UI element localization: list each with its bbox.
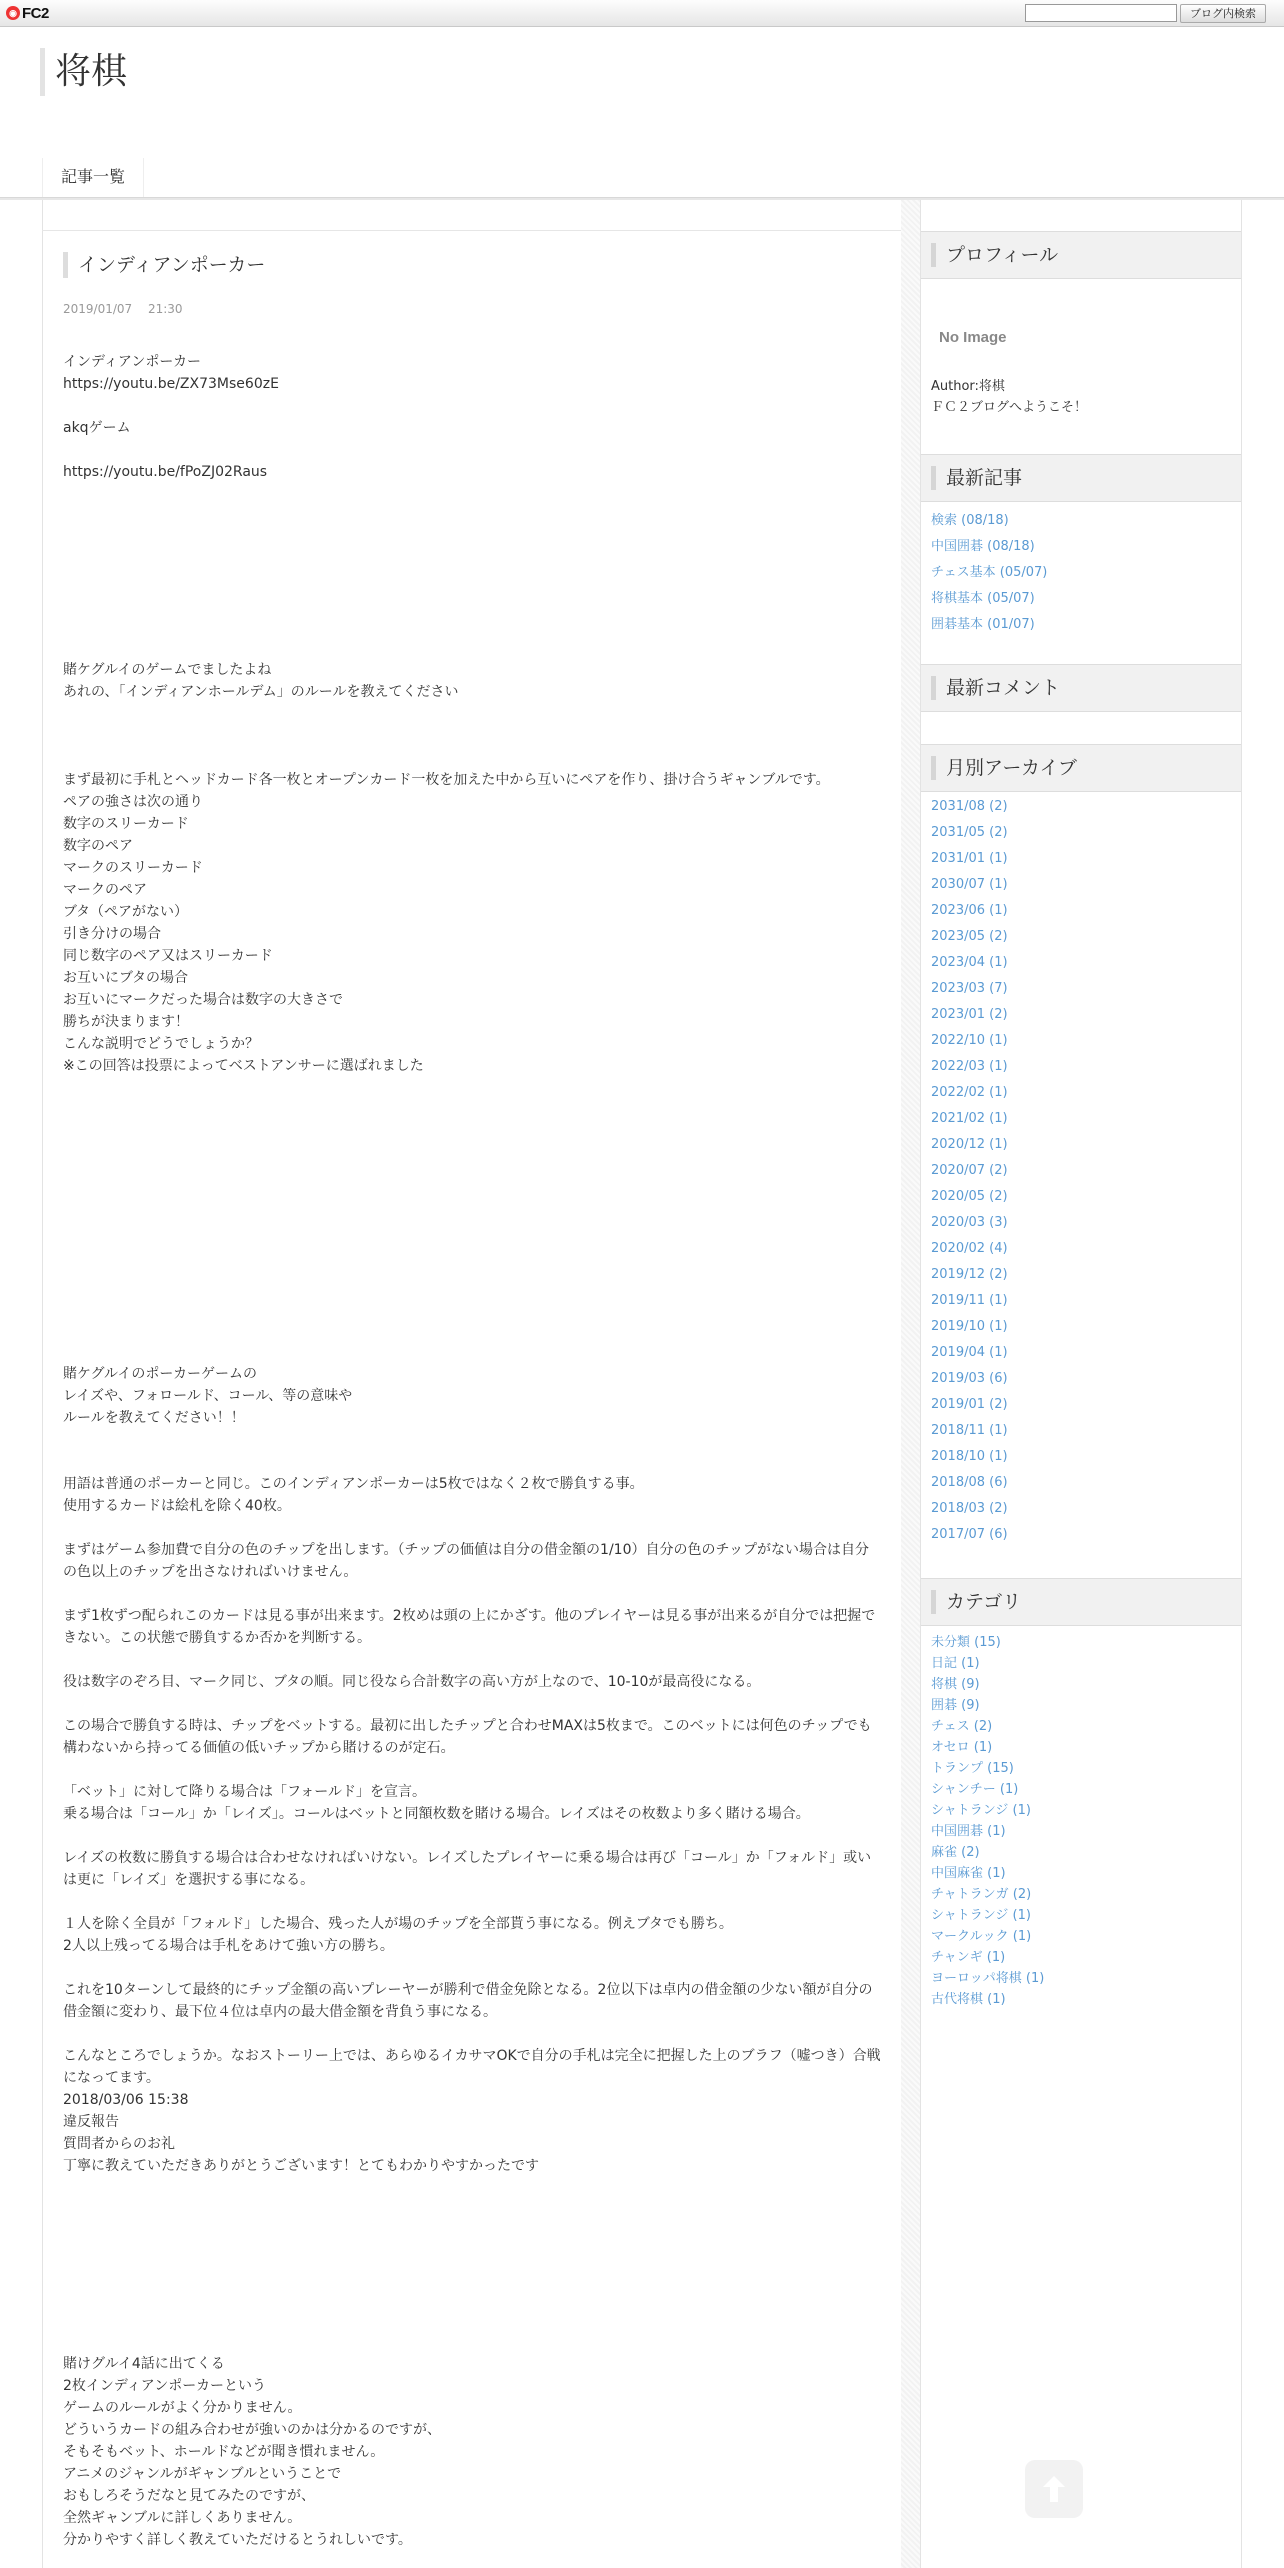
archive-link[interactable]: 2030/07 (1) [931,877,1008,892]
plugin-header [921,454,1241,502]
fc2-logo-text: FC2 [22,4,49,22]
arrow-up-icon [1037,2472,1071,2506]
category-link[interactable]: 中国麻雀 (1) [931,1866,1006,1881]
fc2-logo-icon: ◉ [6,6,20,20]
profile-no-image: No Image [939,329,1007,346]
archive-link[interactable]: 2020/12 (1) [931,1137,1008,1152]
plugin-title-profile: プロフィール [931,243,1058,267]
plugin-categories [921,1578,1241,2018]
entry-date: 2019/01/07 21:30 [63,302,183,316]
scroll-to-top-button[interactable] [1025,2460,1083,2518]
category-link[interactable]: シャトランジ (1) [931,1803,1031,1818]
category-link[interactable]: 囲碁 (9) [931,1698,980,1713]
archive-link[interactable]: 2023/05 (2) [931,929,1008,944]
category-link[interactable]: ヨーロッパ将棋 (1) [931,1971,1045,1986]
recent-entry-link[interactable]: 検索 (08/18) [931,513,1009,528]
plugin-monthly-archives [921,744,1241,1556]
category-link[interactable]: シャトランジ (1) [931,1908,1031,1923]
category-link[interactable]: 麻雀 (2) [931,1845,980,1860]
site-title[interactable]: 将棋 [40,48,127,96]
archive-link[interactable]: 2022/03 (1) [931,1059,1008,1074]
category-link[interactable]: オセロ (1) [931,1740,993,1755]
archive-link[interactable]: 2020/05 (2) [931,1189,1008,1204]
category-link[interactable]: 日記 (1) [931,1656,980,1671]
archive-link[interactable]: 2019/11 (1) [931,1293,1008,1308]
category-link[interactable]: シャンチー (1) [931,1782,1019,1797]
profile-greeting: ＦＣ２ブログへようこそ！ [931,400,1088,415]
column-gutter [901,200,920,2568]
archive-link[interactable]: 2031/01 (1) [931,851,1008,866]
plugin-recent-comments [921,664,1241,730]
category-link[interactable]: チャンギ (1) [931,1950,1006,1965]
category-link[interactable]: チャトランガ (2) [931,1887,1032,1902]
archive-link[interactable]: 2018/10 (1) [931,1449,1008,1464]
archive-link[interactable]: 2019/04 (1) [931,1345,1008,1360]
archive-link[interactable]: 2017/07 (6) [931,1527,1008,1542]
archive-link[interactable]: 2031/08 (2) [931,799,1008,814]
plugin-header [921,1578,1241,1626]
recent-entry-link[interactable]: 中国囲碁 (08/18) [931,539,1035,554]
plugin-profile [921,231,1241,444]
category-link[interactable]: 古代将棋 (1) [931,1992,1006,2007]
entry-title[interactable]: インディアンポーカー [63,252,265,278]
archive-link[interactable]: 2023/04 (1) [931,955,1008,970]
recent-entry-link[interactable]: 囲碁基本 (01/07) [931,617,1035,632]
archive-link[interactable]: 2019/03 (6) [931,1371,1008,1386]
archive-link[interactable]: 2031/05 (2) [931,825,1008,840]
archive-link[interactable]: 2023/01 (2) [931,1007,1008,1022]
archive-link[interactable]: 2021/02 (1) [931,1111,1008,1126]
global-nav [42,158,144,198]
profile-author: Author:将棋 [931,379,1005,394]
category-link[interactable]: 未分類 (15) [931,1635,1001,1650]
archive-link[interactable]: 2022/10 (1) [931,1033,1008,1048]
plugin-header [921,231,1241,279]
archive-link[interactable]: 2023/06 (1) [931,903,1008,918]
category-link[interactable]: マークルック (1) [931,1929,1032,1944]
archive-link[interactable]: 2019/10 (1) [931,1319,1008,1334]
plugin-title-categories: カテゴリ [931,1590,1021,1614]
main-column-top-divider [42,230,902,231]
archive-link[interactable]: 2018/03 (2) [931,1501,1008,1516]
plugin-title-comments: 最新コメント [931,676,1060,700]
entry-body: インディアンポーカー https://youtu.be/ZX73Mse60zE akqゲーム https://youtu.be/fPoZJ02Raus 賭ケグルイのゲームでましたよね あれの、「インディアンホールデム」のルールを教えてください まず最初に手札とヘッドカード各一枚とオープンカード一枚を加えた中から互いにペアを作り、掛け合うギャンブルです。 ペアの強さは次の通り 数字のスリーカード 数字のペア マークのスリーカード マークのペア ブタ（ペアがない） 引き分けの場合 同じ数字のペア又はスリーカード お互いにブタの場合 お互いにマークだった場合は数字の大きさで 勝ちが決まります！ こんな説明でどうでしょうか？ ※この回答は投票によってベストアンサーに選ばれました 賭ケグルイのポーカーゲームの レイズや、フォロールド、コール、等の意味や ルールを教えてください！！ 用語は普通のポーカーと同じ。このインディアンポーカーは5枚ではなく２枚で勝負する事。 使用するカードは絵札を除く40枚。 まずはゲーム参加費で自分の色のチップを出します。（チップの価値は自分の借金額の1/10）自分の色のチップがない場合は自分の色以上のチップを出さなければいけません。 まず1枚ずつ配られこのカードは見る事が出来ます。2枚めは頭の上にかざす。他のプレイヤーは見る事が出来るが自分では把握できない。この状態で勝負するか否かを判断する。 役は数字のぞろ目、マーク同じ、ブタの順。同じ役なら合計数字の高い方が上なので、10-10が最高役になる。 この場合で勝負する時は、チップをベットする。最初に出したチップと合わせMAXは5枚まで。このベットには何色のチップでも構わないから持ってる価値の低いチップから賭けるのが定石。 「ベット」に対して降りる場合は「フォールド」を宣言。 乗る場合は「コール」か「レイズ」。コールはベットと同額枚数を賭ける場合。レイズはその枚数より多く賭ける場合。 レイズの枚数に勝負する場合は合わせなければいけない。レイズしたプレイヤーに乗る場合は再び「コール」か「フォルド」或いは更に「レイズ」を選択する事になる。 １人を除く全員が「フォルド」した場合、残った人が場のチップを全部貰う事になる。例えブタでも勝ち。 2人以上残ってる場合は手札をあけて強い方の勝ち。 これを10ターンして最終的にチップ金額の高いプレーヤーが勝利で借金免除となる。2位以下は卓内の借金額の少ない額が自分の借金額に変わり、最下位４位は卓内の最大借金額を背負う事になる。 こんなところでしょうか。なおストーリー上では、あらゆるイカサマOKで自分の手札は完全に把握した上のブラフ（嘘つき）合戦になってます。 2018/03/06 15:38 違反報告 質問者からのお礼 丁寧に教えていただきありがとうございます！とてもわかりやすかったです 賭けグルイ4話に出てくる 2枚インディアンポーカーという ゲームのルールがよく分かりません。 どういうカードの組み合わせが強いのかは分かるのですが、 そもそもベット、ホールドなどが聞き慣れません。 アニメのジャンルがギャンブルということで おもしろそうだなと見てみたのですが、 全然ギャンブルに詳しくありません。 分かりやすく詳しく教えていただけるとうれしいです。 [63,354,881,2548]
archive-link[interactable]: 2020/02 (4) [931,1241,1008,1256]
plugin-header [921,744,1241,792]
archive-link[interactable]: 2020/07 (2) [931,1163,1008,1178]
recent-entry-link[interactable]: 将棋基本 (05/07) [931,591,1035,606]
category-link[interactable]: 中国囲碁 (1) [931,1824,1006,1839]
blog-search-input[interactable] [1025,4,1177,22]
plugin-title-recent: 最新記事 [931,466,1022,490]
archive-link[interactable]: 2019/12 (2) [931,1267,1008,1282]
nav-item-article-list[interactable]: 記事一覧 [42,158,144,198]
category-link[interactable]: トランプ (15) [931,1761,1014,1776]
archive-link[interactable]: 2018/11 (1) [931,1423,1008,1438]
blog-search-button[interactable]: ブログ内検索 [1180,4,1266,23]
plugin-title-archives: 月別アーカイブ [931,756,1077,780]
fc2-logo[interactable] [6,4,49,22]
archive-link[interactable]: 2018/08 (6) [931,1475,1008,1490]
archive-link[interactable]: 2022/02 (1) [931,1085,1008,1100]
archive-link[interactable]: 2023/03 (7) [931,981,1008,996]
category-link[interactable]: 将棋 (9) [931,1677,980,1692]
category-link[interactable]: チェス (2) [931,1719,993,1734]
archive-link[interactable]: 2019/01 (2) [931,1397,1008,1412]
recent-entry-link[interactable]: チェス基本 (05/07) [931,565,1048,580]
plugin-header [921,664,1241,712]
fc2-top-bar [0,0,1284,27]
archive-link[interactable]: 2020/03 (3) [931,1215,1008,1230]
plugin-recent-entries [921,454,1241,646]
